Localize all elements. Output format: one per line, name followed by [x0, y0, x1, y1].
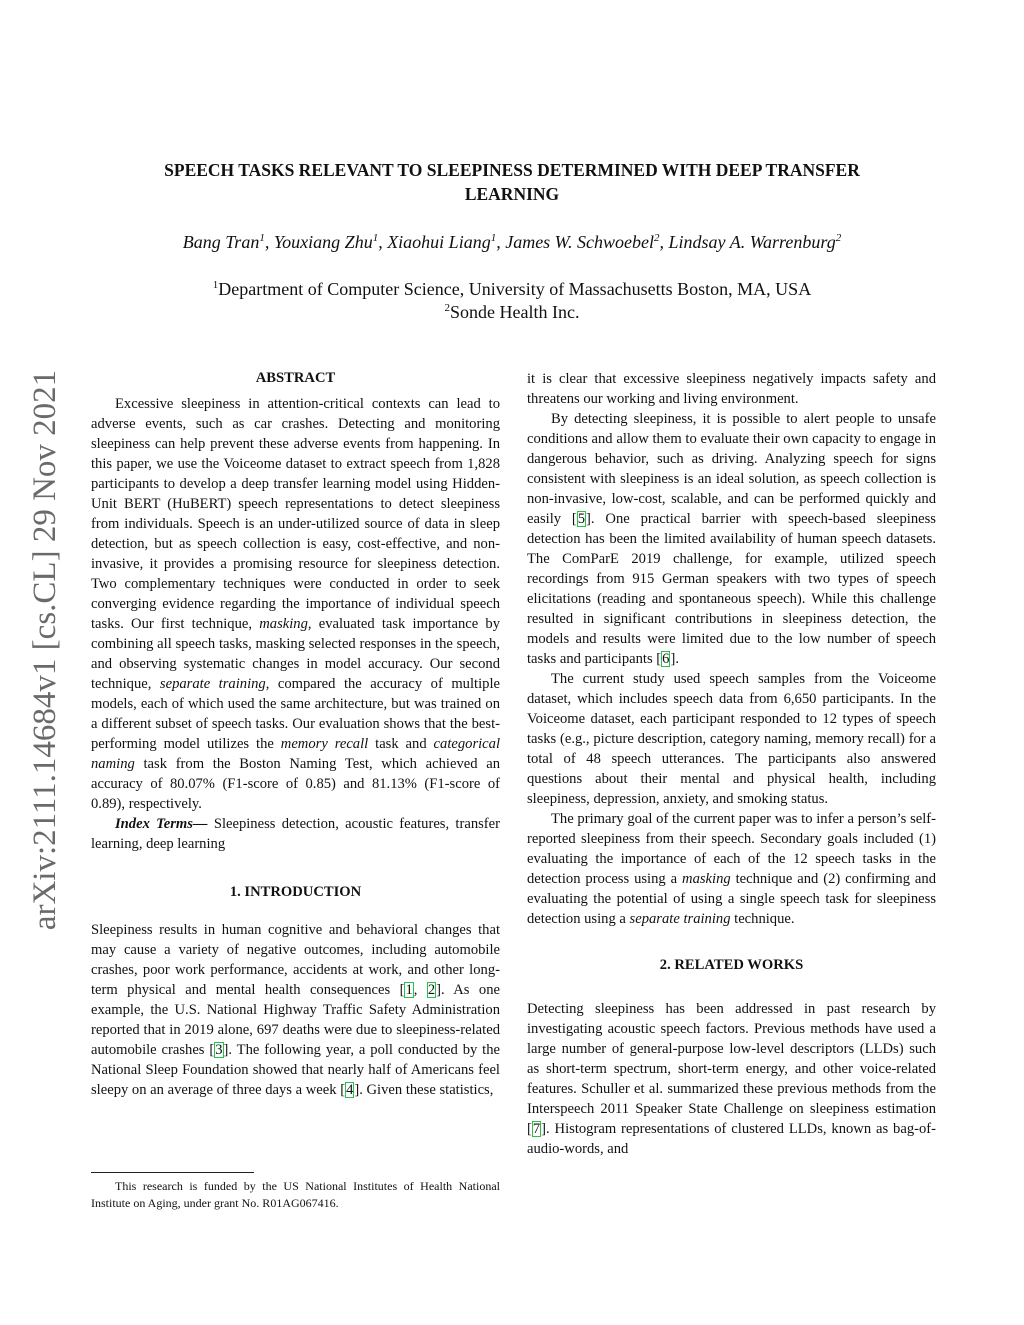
citation-link[interactable]: 4: [346, 1082, 354, 1098]
left-column: [91, 368, 500, 1100]
index-terms: Index Terms— Sleepiness detection, acoustic features, transfer learning, deep learning: [91, 816, 500, 852]
paper-title: [90, 158, 934, 206]
index-terms-label: Index Terms—: [115, 816, 208, 832]
paragraph: The current study used speech samples from the Voiceome dataset, which includes speech data from 6,650 participants. In the Voiceome dataset, each participant responded to 12 types of speech tasks (e.g., picture description, category naming, memory recall) for a total of 48 speech utterances. The participants also answered questions about their mental and physical health, including sleepiness, depression, anxiety, and smoking status.: [527, 671, 936, 807]
introduction-heading: 1. INTRODUCTION: [229, 884, 362, 900]
citation-link[interactable]: 7: [532, 1121, 541, 1137]
abstract-text: Excessive sleepiness in attention-critical contexts can lead to adverse events, such as car crashes. Detecting and monitoring sleepiness can help prevent these adverse events from happening. In this paper, we use the Voiceome dataset to extract speech from 1,828 participants to develop a deep transfer learning model using Hidden-Unit BERT (HuBERT) speech representations to detect sleepiness from individuals. Speech is an under-utilized source of data in sleep detection, but as speech collection is easy, cost-effective, and non-invasive, it provides a promising resource for sleepiness detection. Two complementary techniques were conducted in order to seek converging evidence regarding the importance of individual speech tasks. Our first technique, masking, evaluated task importance by combining all speech tasks, masking selected responses in the speech, and observing systematic changes in model accuracy. Our second technique, separate training, compared the accuracy of multiple models, each of which used the same architecture, but was trained on a different subset of speech tasks. Our evaluation shows that the best-performing model utilizes the memory recall task and categorical naming task from the Boston Naming Test, which achieved an accuracy of 80.07% (F1-score of 0.85) and 81.13% (F1-score of 0.89), respectively.: [91, 396, 501, 812]
paragraph: By detecting sleepiness, it is possible to alert people to unsafe conditions and allow them to evaluate their own capacity to engage in dangerous behavior, such as driving. Analyzing speech for signs consistent with sleepiness is an ideal solution, as speech collection is non-invasive, low-cost, scalable, and can be performed quickly and easily [5]. One practical barrier with speech-based sleepiness detection has been the limited availability of human speech datasets. The ComParE 2019 challenge, for example, utilized speech recordings from 915 German speakers with two types of speech elicitations (reading and spontaneous speech). While this challenge resulted in significant contributions in sleepiness detection, the models and results were limited due to the low number of speech tasks and participants [6].: [527, 411, 936, 667]
affiliation: $^2$Sonde Health Inc.: [444, 302, 580, 322]
right-column: [527, 369, 936, 1159]
paragraph: it is clear that excessive sleepiness negatively impacts safety and threatens our working and living environment.: [527, 371, 936, 407]
affiliation: $^1$Department of Computer Science, University of Massachusetts Boston, MA, USA: [212, 279, 812, 299]
related-works-heading: 2. RELATED WORKS: [659, 957, 804, 973]
citation-link[interactable]: 1: [405, 982, 413, 998]
title-line-1: SPEECH TASKS RELEVANT TO SLEEPINESS DETERMINED WITH DEEP TRANSFER: [164, 160, 860, 180]
citation-link[interactable]: 6: [662, 651, 670, 667]
title-line-2: LEARNING: [464, 184, 560, 204]
author: Lindsay A. Warrenburg$^2$: [668, 232, 842, 252]
citation-link[interactable]: 2: [427, 982, 436, 998]
arxiv-identifier: arXiv:2111.14684v1 [cs.CL] 29 Nov 2021: [27, 369, 63, 931]
paragraph: The primary goal of the current paper was to infer a person’s self-reported sleepiness from their speech. Secondary goals included (1) evaluating the importance of each of the 12 speech tasks in the detection process using a masking technique and (2) confirming and evaluating the potential of using a single speech task for sleepiness detection using a separate training technique.: [527, 811, 936, 927]
funding-footnote: This research is funded by the US National Institutes of Health National Institute on Aging, under grant No. R01AG067416.: [91, 1179, 500, 1210]
citation-link[interactable]: 5: [577, 511, 586, 527]
author: Xiaohui Liang$^1$,: [387, 232, 506, 252]
author: Youxiang Zhu$^1$,: [273, 232, 388, 252]
footnote-rule: [91, 1172, 254, 1173]
author-list: [90, 230, 934, 254]
author: James W. Schwoebel$^2$,: [505, 232, 669, 252]
paragraph: Detecting sleepiness has been addressed in past research by investigating acoustic speech factors. Previous methods have used a large number of general-purpose low-level descriptors (LLDs) such as short-term spectrum, short-term energy, and other voice-related features. Schuller et al. summarized these previous methods from the Interspeech 2011 Speaker State Challenge on sleepiness estimation [7]. Histogram representations of clustered LLDs, known as bag-of-audio-words, and: [527, 1001, 936, 1157]
citation-link[interactable]: 3: [215, 1042, 223, 1058]
author: Bang Tran$^1$,: [182, 232, 274, 252]
abstract-heading: ABSTRACT: [255, 370, 336, 386]
introduction-paragraph: Sleepiness results in human cognitive and behavioral changes that may cause a variety of negative outcomes, including automobile crashes, poor work performance, accidents at work, and other long-term physical and mental health consequences [1, 2]. As one example, the U.S. National Highway Traffic Safety Administration reported that in 2019 alone, 697 deaths were due to sleepiness-related automobile crashes [3]. The following year, a poll conducted by the National Sleep Foundation showed that nearly half of Americans feel sleepy on an average of three days a week [4]. Given these statistics,: [91, 922, 501, 1098]
affiliations: [90, 278, 934, 324]
